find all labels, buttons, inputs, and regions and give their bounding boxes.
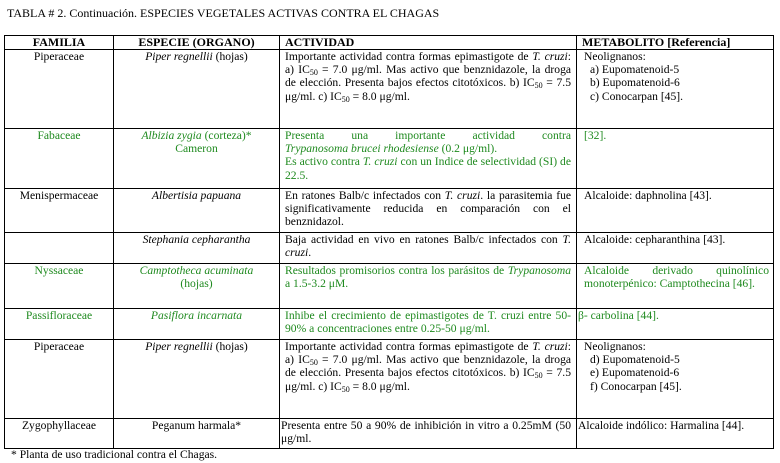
metabolito-cell: Alcaloide: daphnolina [43]. — [577, 189, 774, 233]
metabolito-cell: Alcaloide: cepharanthina [43]. — [577, 233, 774, 264]
familia-cell: Passifloraceae — [5, 309, 114, 340]
familia-cell: Piperaceae — [5, 50, 114, 129]
metabolite-list — [584, 63, 769, 103]
especie-cell — [114, 233, 280, 264]
especie-cell — [114, 309, 280, 340]
metabolite-heading: Neolignanos: — [584, 340, 646, 353]
metabolito-cell: Alcaloide indólico: Harmalina [44]. — [577, 419, 774, 449]
especie-cell — [114, 264, 280, 309]
text: Baja actividad en vivo en ratones Balb/c infectados con — [285, 233, 563, 246]
text: = 7.0 μg/ml. Mas activo que benznidazole, la droga de elección. Presenta bajos efectos citotóxicos. b) IC — [285, 63, 572, 90]
text: : a) IC — [285, 50, 572, 77]
species-name: Albertisia papuana — [151, 189, 242, 202]
text: con un Indice de selectividad (SI) de 22.5. — [285, 155, 571, 182]
subscript: 50 — [309, 358, 318, 368]
actividad-cell — [280, 340, 577, 419]
actividad-cell: Presenta entre 50 a 90% de inhibición in vitro a 0.25mM (50 μg/ml. — [280, 419, 577, 449]
subscript: 50 — [341, 94, 350, 104]
text: = 8.0 μg/ml. — [349, 379, 410, 393]
text: = 7.5 μg/ml. c) IC — [285, 366, 571, 393]
text: = 7.0 μg/ml. Mas activo que benznidazole, la droga de elección. Presenta bajos efectos citotóxicos. b) IC — [285, 353, 572, 380]
text: (0.2 μg/ml). — [438, 142, 498, 156]
text: . la parasitemia fue significativamente reducida en comparación con el benznidazol. — [285, 189, 572, 229]
list-item: f) Conocarpan [45]. — [590, 379, 682, 393]
text: Resultados promisorios contra los parásitos de — [285, 264, 508, 277]
header-metabolito: METABOLITO [Referencia] — [577, 36, 774, 50]
organ: (hojas) — [212, 340, 248, 353]
subscript: 50 — [534, 371, 543, 381]
table-row — [5, 129, 774, 189]
organism: T. cruzi — [532, 340, 568, 353]
organism: Trypanosoma brucei rhodesiense — [285, 142, 439, 156]
table-row — [5, 419, 774, 449]
list-item: c) Conocarpan [45]. — [590, 89, 684, 103]
actividad-cell — [280, 50, 577, 129]
actividad-cell — [280, 189, 577, 233]
metabolito-cell: [32]. — [577, 129, 774, 189]
species-name: Albizia zygia — [141, 129, 202, 142]
actividad-cell: Inhibe el crecimiento de epimastigotes de T. cruzi entre 50-90% a concentraciones entre 0.25-50 μg/ml. — [280, 309, 577, 340]
species-name: Piper regnellii — [145, 340, 213, 353]
text: Presenta una importante actividad contra — [285, 129, 571, 142]
metabolite-heading: Neolignanos: — [584, 50, 646, 63]
subscript: 50 — [309, 68, 318, 78]
table-row — [5, 50, 774, 129]
text: En ratones Balb/c infectados con — [285, 189, 445, 202]
familia-cell — [5, 233, 114, 264]
header-familia: FAMILIA — [5, 36, 114, 50]
table-row — [5, 233, 774, 264]
footnote: * Planta de uso tradicional contra el Chagas. — [11, 448, 218, 461]
familia-cell: Fabaceae — [5, 129, 114, 189]
text: = 8.0 μg/ml. — [349, 89, 410, 103]
text: : a) IC — [285, 340, 572, 367]
table-row — [5, 340, 774, 419]
organism: T. cruzi — [532, 50, 568, 63]
text: Importante actividad contra formas epimastigote de — [285, 50, 533, 63]
text: Es activo contra — [285, 155, 363, 169]
header-especie: ESPECIE (ORGANO) — [114, 36, 280, 50]
list-item: d) Eupomatenoid-5 — [590, 353, 680, 367]
text: . — [308, 246, 312, 260]
actividad-cell — [280, 264, 577, 309]
organism: T. cruzi — [285, 233, 571, 260]
list-item: b) Eupomatenoid-6 — [590, 76, 680, 90]
organ: (hojas) — [212, 50, 248, 63]
familia-cell: Menispermaceae — [5, 189, 114, 233]
familia-cell: Zygophyllaceae — [5, 419, 114, 449]
actividad-cell — [280, 233, 577, 264]
metabolito-cell — [577, 340, 774, 419]
species-name: Stephania cepharantha — [142, 233, 251, 246]
table-row — [5, 189, 774, 233]
metabolite-list — [584, 353, 769, 393]
actividad-cell — [280, 129, 577, 189]
species-table — [4, 35, 774, 449]
metabolito-cell: Alcaloide derivado quinolínico monoterpénico: Camptothecina [46]. — [577, 264, 774, 309]
header-row — [5, 36, 774, 50]
organism: Trypanosoma — [507, 264, 571, 277]
text: = 7.5 μg/ml. c) IC — [285, 76, 571, 103]
especie-cell — [114, 50, 280, 129]
species-name: Pasiflora incarnata — [150, 309, 243, 322]
metabolito-cell — [577, 50, 774, 129]
species-name: Camptotheca acuminata — [139, 264, 254, 277]
familia-cell: Nyssaceae — [5, 264, 114, 309]
organ: (corteza)* — [201, 129, 252, 142]
especie-cell — [114, 129, 280, 189]
list-item: a) Eupomatenoid-5 — [590, 63, 680, 77]
text: a 1.5-3.2 μM. — [285, 277, 349, 291]
metabolito-cell: β- carbolina [44]. — [577, 309, 774, 340]
header-actividad: ACTIVIDAD — [280, 36, 577, 50]
especie-cell — [114, 340, 280, 419]
organism: T. cruzi — [444, 189, 481, 202]
organ: (hojas) — [180, 277, 213, 291]
organism: T. cruzi — [362, 155, 398, 169]
subscript: 50 — [341, 384, 350, 394]
especie-cell: Peganum harmala* — [114, 419, 280, 449]
especie-cell — [114, 189, 280, 233]
table-row — [5, 264, 774, 309]
table-title: TABLA # 2. Continuación. ESPECIES VEGETALES ACTIVAS CONTRA EL CHAGAS — [7, 6, 440, 20]
table-row — [5, 309, 774, 340]
text: Importante actividad contra formas epimastigote de — [285, 340, 533, 353]
species-name: Piper regnellii — [145, 50, 213, 63]
subscript: 50 — [534, 81, 543, 91]
author: Cameron — [175, 142, 218, 156]
list-item: e) Eupomatenoid-6 — [590, 366, 680, 380]
familia-cell: Piperaceae — [5, 340, 114, 419]
